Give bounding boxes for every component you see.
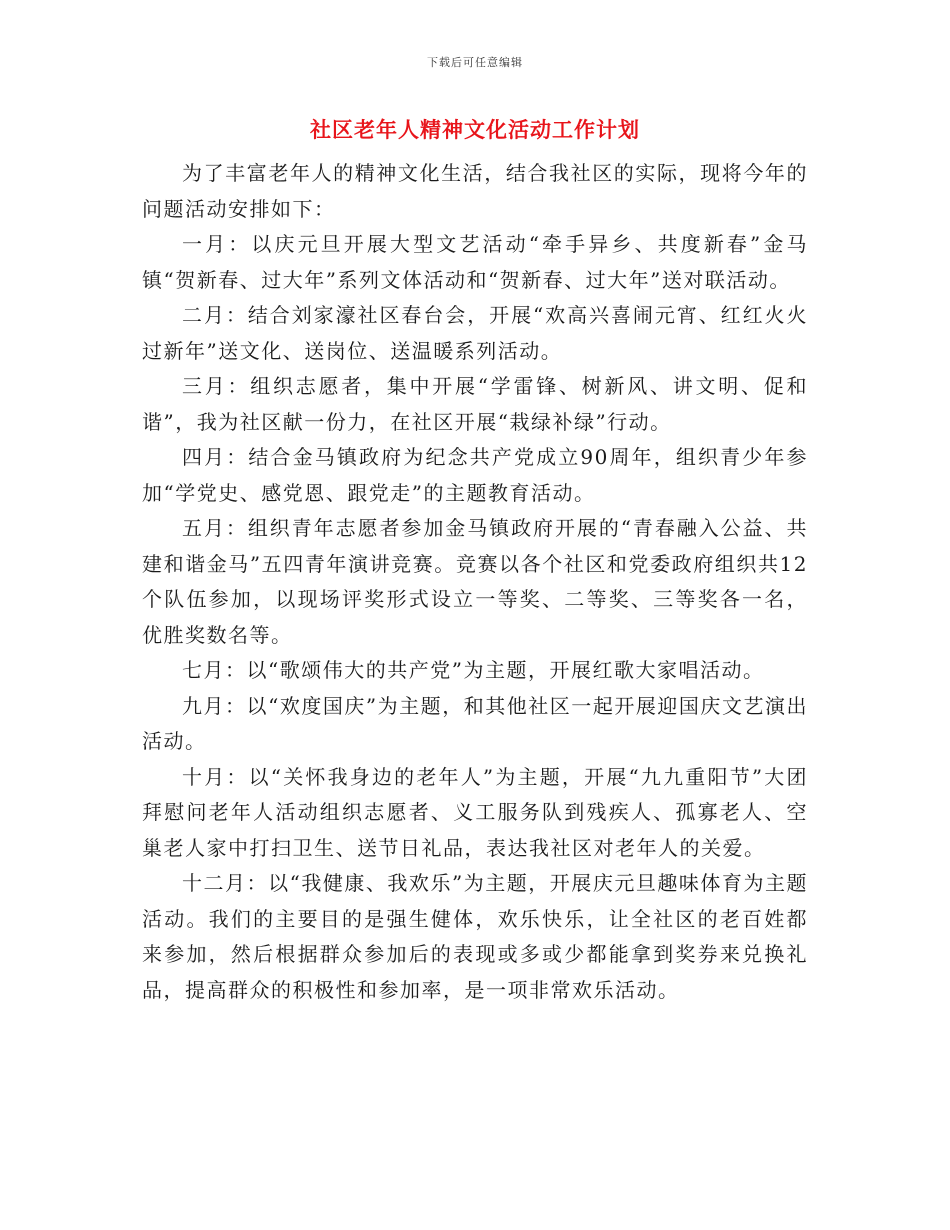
paragraph-may: 五月：组织青年志愿者参加金马镇政府开展的“青春融入公益、共建和谐金马”五四青年演讲竞赛。竞赛以各个社区和党委政府组织共12个队伍参加，以现场评奖形式设立一等奖、二等奖、三等奖各一名，优胜奖数名等。 bbox=[142, 516, 808, 647]
paragraph-february: 二月：结合刘家濠社区春台会，开展“欢高兴喜闹元宵、红红火火过新年”送文化、送岗位、送温暖系列活动。 bbox=[142, 303, 808, 363]
paragraph-march: 三月：组织志愿者，集中开展“学雷锋、树新风、讲文明、促和谐”，我为社区献一份力，在社区开展“栽绿补绿”行动。 bbox=[142, 374, 808, 434]
paragraph-april: 四月：结合金马镇政府为纪念共产党成立90周年，组织青少年参加“学党史、感党恩、跟党走”的主题教育活动。 bbox=[142, 445, 808, 505]
header-note: 下载后可任意编辑 bbox=[427, 56, 523, 69]
paragraph-january: 一月：以庆元旦开展大型文艺活动“牵手异乡、共度新春”金马镇“贺新春、过大年”系列文体活动和“贺新春、过大年”送对联活动。 bbox=[142, 232, 808, 292]
paragraph-july: 七月：以“歌颂伟大的共产党”为主题，开展红歌大家唱活动。 bbox=[182, 658, 765, 682]
paragraph-october: 十月：以“关怀我身边的老年人”为主题，开展“九九重阳节”大团拜慰问老年人活动组织志愿者、义工服务队到残疾人、孤寡老人、空巢老人家中打扫卫生、送节日礼品，表达我社区对老年人的关爱。 bbox=[142, 764, 808, 860]
paragraph-december: 十二月：以“我健康、我欢乐”为主题，开展庆元旦趣味体育为主题活动。我们的主要目的是强生健体，欢乐快乐，让全社区的老百姓都来参加，然后根据群众参加后的表现或多或少都能拿到奖券来兑换礼品，提高群众的积极性和参加率，是一项非常欢乐活动。 bbox=[142, 871, 808, 1002]
paragraph-intro: 为了丰富老年人的精神文化生活，结合我社区的实际，现将今年的问题活动安排如下： bbox=[142, 161, 808, 221]
document-body bbox=[142, 156, 808, 1008]
paragraph-september: 九月：以“欢度国庆”为主题，和其他社区一起开展迎国庆文艺演出活动。 bbox=[142, 693, 808, 753]
document-title: 社区老年人精神文化活动工作计划 bbox=[310, 118, 640, 142]
